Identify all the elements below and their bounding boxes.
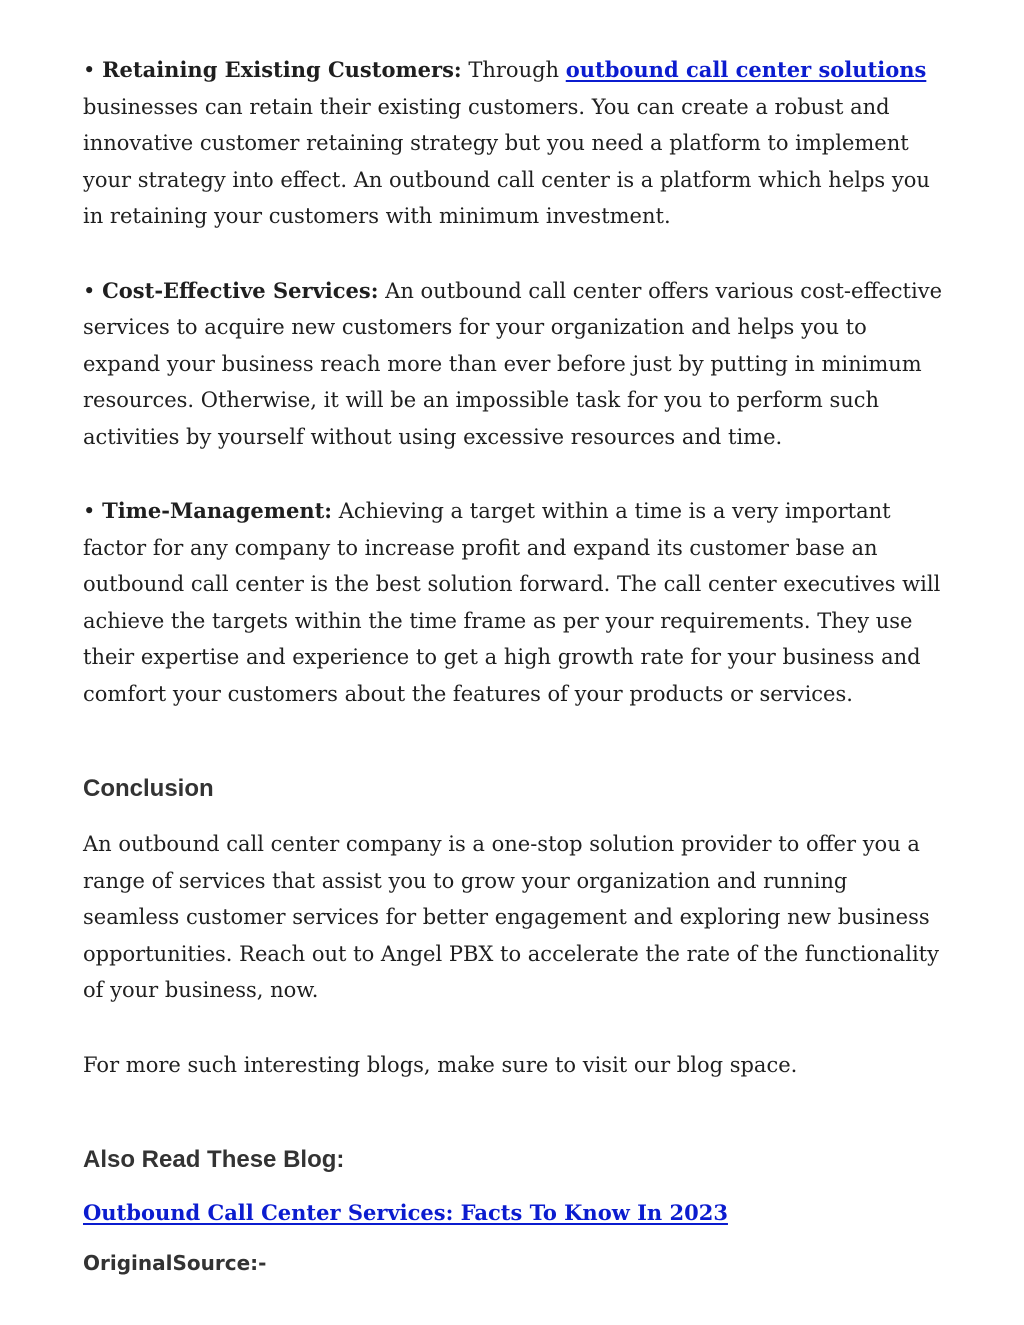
section-time-management [83, 493, 943, 712]
section-cost-effective [83, 273, 943, 456]
conclusion-paragraph: An outbound call center company is a one-stop solution provider to offer you a range of services that assist you to grow your organization and running seamless customer services for better engagement and exploring new business opportunities. Reach out to Angel PBX to accelerate the rate of the functionality of your business, now. [83, 832, 939, 1002]
section-text: businesses can retain their existing customers. You can create a robust and innovative customer retaining strategy but you need a platform to implement your strategy into effect. An outbound call center is a platform which helps you in retaining your customers with minimum investment. [83, 94, 930, 228]
also-read-link[interactable]: Outbound Call Center Services: Facts To Know In 2023 [83, 1200, 728, 1225]
also-read-heading: Also Read These Blog: [83, 1146, 345, 1173]
bullet: • [83, 278, 96, 303]
original-source-label: OriginalSource:- [83, 1250, 267, 1275]
section-text: An outbound call center offers various cost-effective services to acquire new customers for your organization and helps you to expand your business reach more than ever before just by putting in minimum resources. Otherwise, it will be an impossible task for you to perform such activities by yourself without using excessive resources and time. [83, 278, 943, 449]
section-retaining-customers [83, 52, 943, 235]
document-body [83, 52, 943, 1278]
section-title: Cost-Effective Services: [102, 277, 379, 303]
blog-space-paragraph: For more such interesting blogs, make sure to visit our blog space. [83, 1052, 798, 1077]
section-title: Retaining Existing Customers: [102, 57, 462, 82]
outbound-solutions-link[interactable]: outbound call center solutions [565, 57, 927, 82]
section-lead-text: Through [461, 58, 566, 82]
bullet: • [83, 58, 96, 82]
section-text: Achieving a target within a time is a very important factor for any company to increase profit and expand its customer base an outbound call center is the best solution forward. The call center executives will achieve the targets within the time frame as per your requirements. They use their expertise and experience to get a high growth rate for your business and comfort your customers about the features of your products or services. [83, 499, 941, 706]
bullet: • [83, 499, 96, 523]
conclusion-heading: Conclusion [83, 775, 214, 802]
section-title: Time-Management: [102, 498, 333, 523]
